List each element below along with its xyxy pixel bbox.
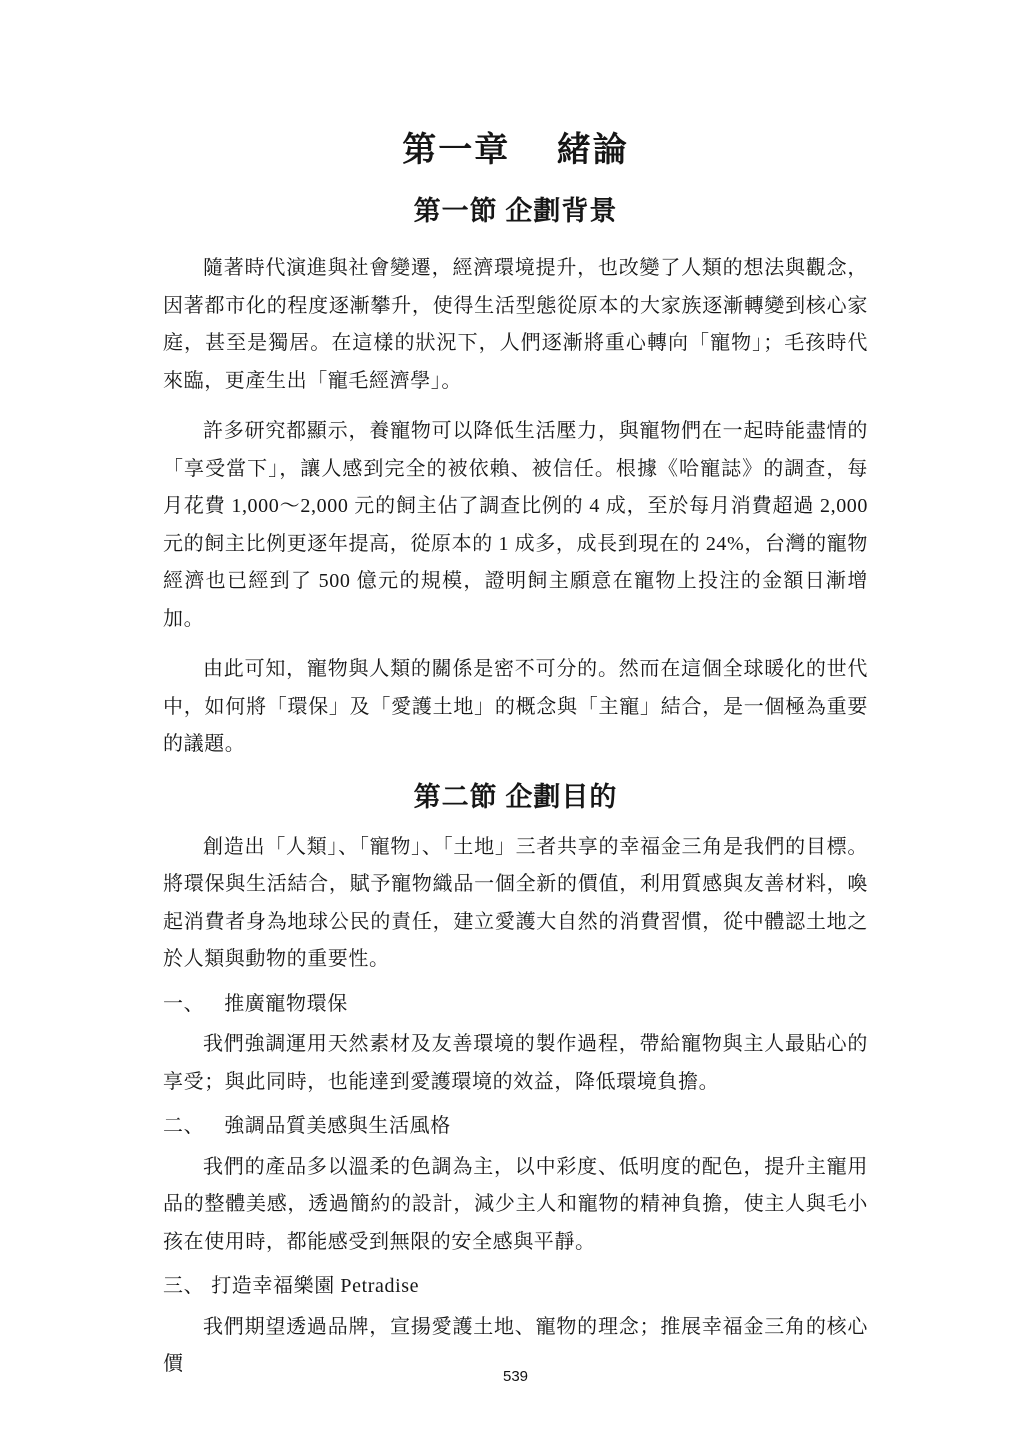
document-page <box>163 0 868 1448</box>
list-item-body-2: 我們的產品多以溫柔的色調為主，以中彩度、低明度的配色，提升主寵用品的整體美感，透過簡約的設計，減少主人和寵物的精神負擔，使主人與毛小孩在使用時，都能感受到無限的安全感與平靜。 <box>163 1155 868 1253</box>
list-item-label: 二、 <box>163 1115 205 1137</box>
list-item-heading-1 <box>163 986 868 1024</box>
list-item-title: 推廣寵物環保 <box>224 992 348 1015</box>
section-2-heading: 第二節 企劃目的 <box>413 781 618 812</box>
chapter-title: 第一章 緒論 <box>402 132 629 169</box>
list-item-body-3: 我們期望透過品牌，宣揚愛護土地、寵物的理念；推展幸福金三角的核心價 <box>163 1315 868 1375</box>
page-number: 539 <box>502 1368 529 1385</box>
list-item-label: 三、 <box>163 1275 205 1297</box>
list-item-body-1: 我們強調運用天然素材及友善環境的製作過程，帶給寵物與主人最貼心的享受；與此同時，也能達到愛護環境的效益，降低環境負擔。 <box>163 1033 868 1093</box>
list-item-title: 打造幸福樂園 Petradise <box>211 1275 420 1297</box>
list-item-heading-2 <box>163 1108 868 1146</box>
list-item-heading-3 <box>163 1268 868 1306</box>
list-item-label: 一、 <box>163 992 205 1015</box>
section-1-heading: 第一節 企劃背景 <box>413 196 618 226</box>
section-1-paragraph-1: 隨著時代演進與社會變遷，經濟環境提升，也改變了人類的想法與觀念，因著都市化的程度逐漸攀升，使得生活型態從原本的大家族逐漸轉變到核心家庭，甚至是獨居。在這樣的狀況下，人們逐漸將重心轉向「寵物」；毛孩時代來臨，更產生出「寵毛經濟學」。 <box>163 257 868 392</box>
list-item-title: 強調品質美感與生活風格 <box>224 1115 451 1137</box>
section-2-intro-paragraph: 創造出「人類」、「寵物」、「土地」三者共享的幸福金三角是我們的目標。將環保與生活結合，賦予寵物織品一個全新的價值，利用質感與友善材料，喚起消費者身為地球公民的責任，建立愛護大自然的消費習慣，從中體認土地之於人類與動物的重要性。 <box>163 835 868 970</box>
section-1-paragraph-3: 由此可知，寵物與人類的關係是密不可分的。然而在這個全球暖化的世代中，如何將「環保」及「愛護土地」的概念與「主寵」結合，是一個極為重要的議題。 <box>163 658 868 755</box>
section-1-paragraph-2: 許多研究都顯示，養寵物可以降低生活壓力，與寵物們在一起時能盡情的「享受當下」，讓人感到完全的被依賴、被信任。根據《哈寵誌》的調查，每月花費 1,000～2,000 元的飼主佔了調查比例的 4 成，至於每月消費超過 2,000 元的飼主比例更逐年提高，從原本的 1 成多，成長到現在的 24%，台灣的寵物經濟也已經到了 500 億元的規模，證明飼主願意在寵物上投注的金額日漸增加。 <box>163 420 868 630</box>
